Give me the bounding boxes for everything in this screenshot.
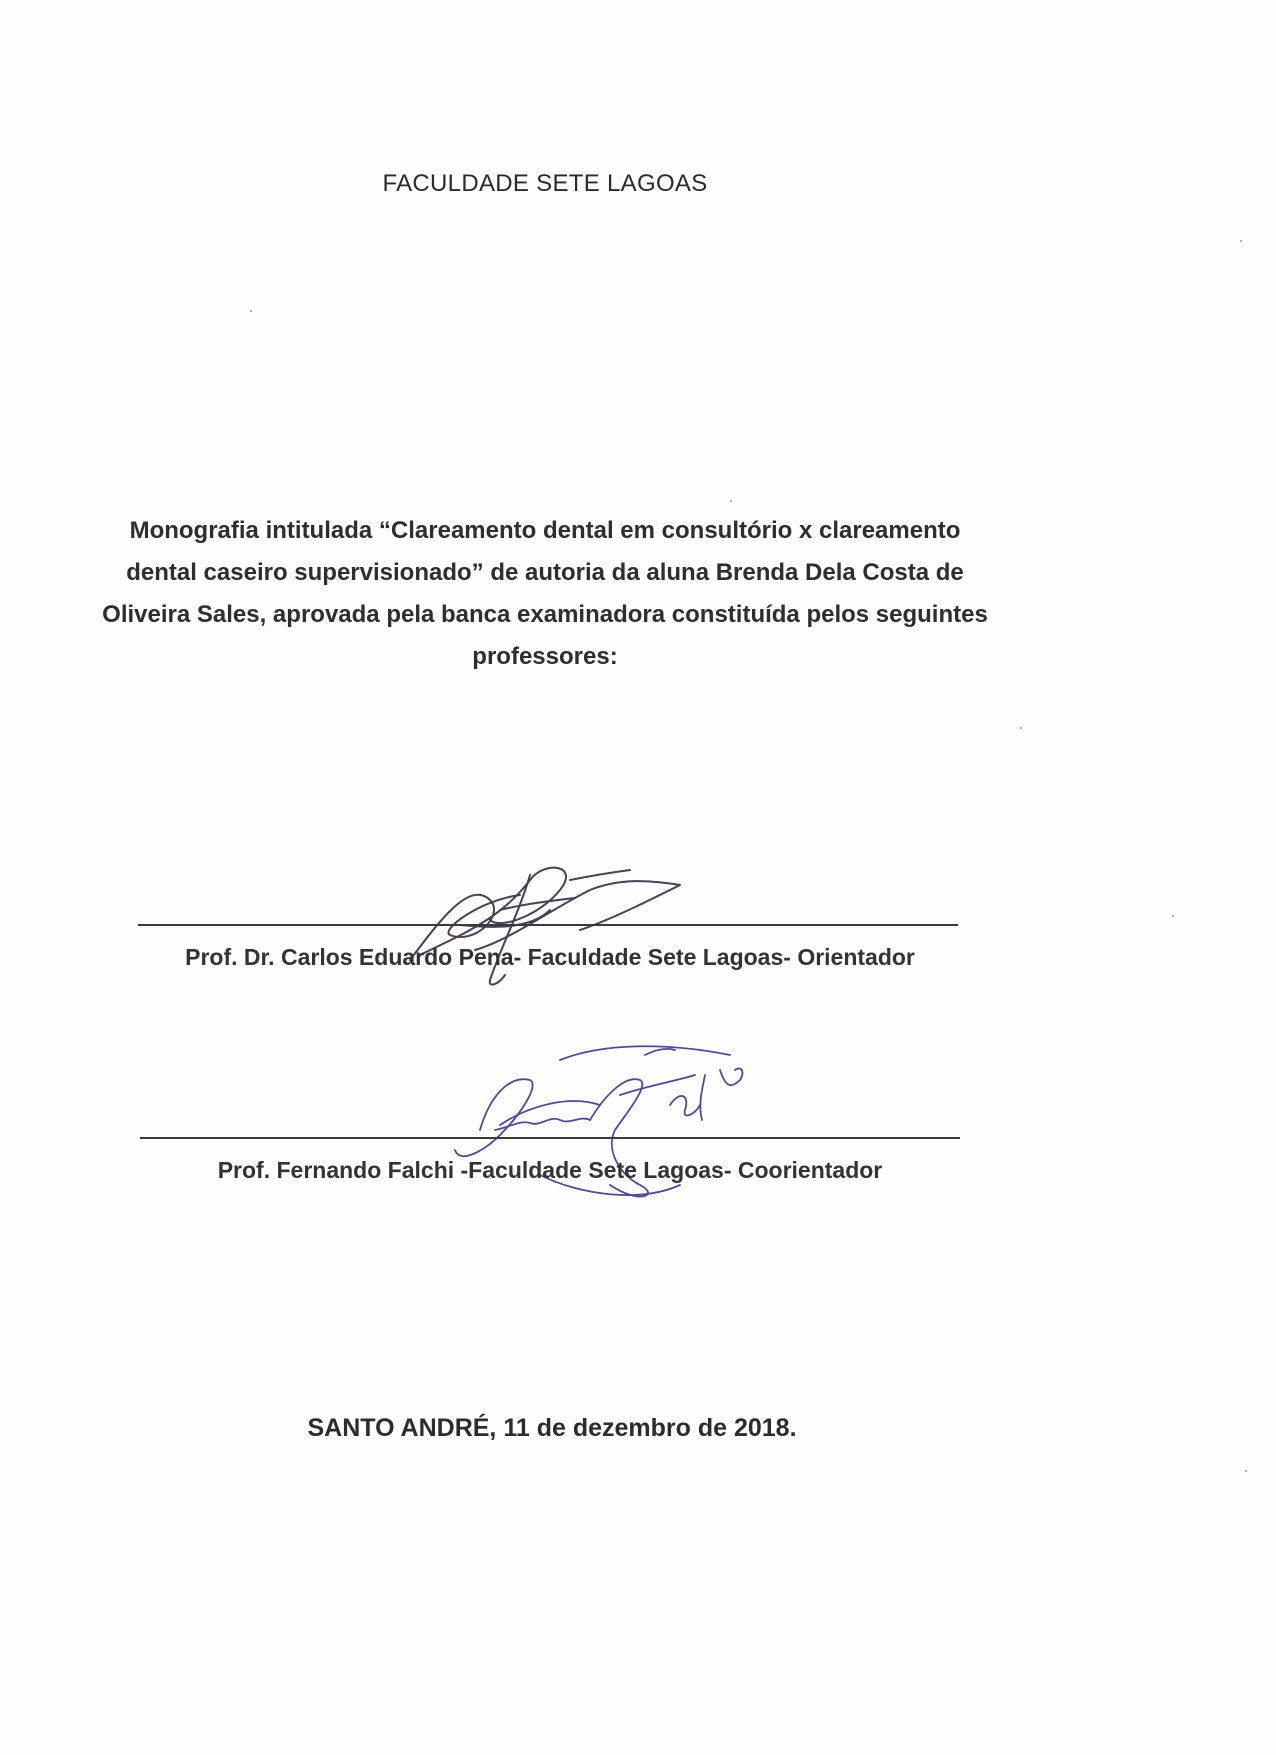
institution-name: FACULDADE SETE LAGOAS — [382, 170, 708, 197]
signature-2-graphic — [440, 1035, 810, 1215]
signatory-1-label: Prof. Dr. Carlos Eduardo Pena- Faculdade Sete Lagoas- Orientador — [185, 944, 915, 970]
scan-speck — [250, 310, 252, 312]
scan-speck — [730, 500, 732, 502]
approval-statement: Monografia intitulada “Clareamento dental em consultório x clareamento dental caseiro supervisionado” de autoria da aluna Brenda Dela Costa de Oliveira Sales, aprovada pela banca examinadora constituída pelos seguintes professores: — [102, 517, 988, 670]
scan-speck — [1020, 727, 1022, 729]
scan-speck — [1245, 1470, 1247, 1472]
signature-line-2 — [140, 1137, 960, 1139]
date-place: SANTO ANDRÉ, 11 de dezembro de 2018. — [307, 1414, 797, 1442]
signatory-2-label: Prof. Fernando Falchi -Faculdade Sete Lagoas- Coorientador — [217, 1157, 883, 1183]
scan-speck — [1172, 915, 1174, 917]
scan-speck — [1240, 240, 1242, 242]
signature-line-1 — [138, 924, 958, 926]
